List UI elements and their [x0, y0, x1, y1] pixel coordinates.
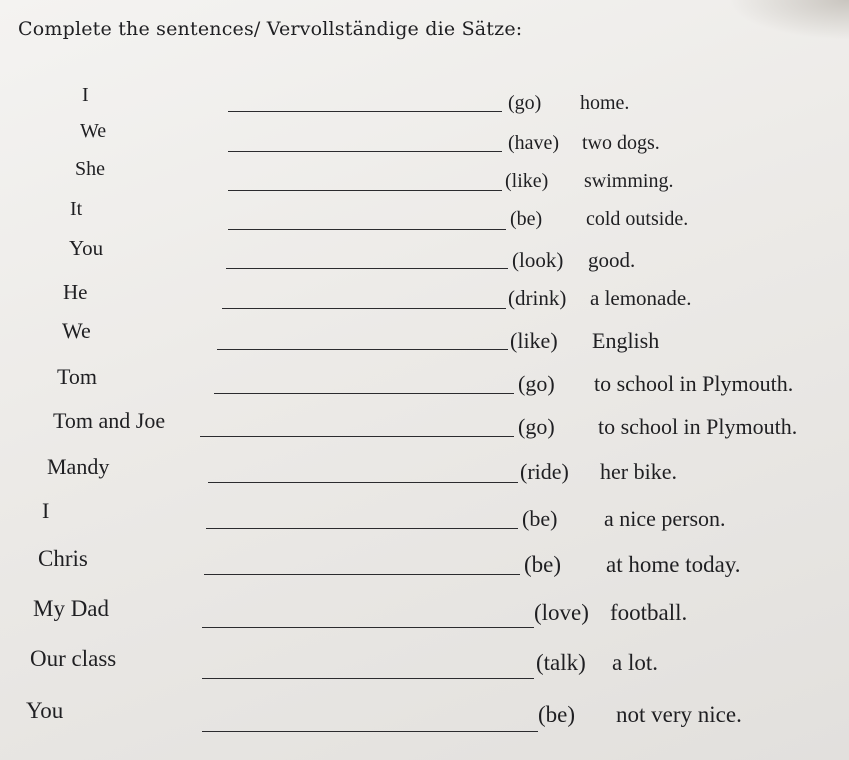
- sentence-ending: good.: [588, 248, 636, 272]
- answer-blank[interactable]: [226, 268, 508, 269]
- page-shadow: [729, 0, 849, 40]
- sentence-ending: two dogs.: [582, 132, 660, 154]
- sentence-subject: We: [80, 120, 107, 142]
- verb-hint: (drink): [508, 286, 567, 310]
- verb-hint: (go): [518, 371, 555, 396]
- sentence-subject: I: [42, 498, 50, 523]
- sentence-ending: to school in Plymouth.: [594, 371, 794, 396]
- sentence-subject: Our class: [30, 646, 117, 671]
- answer-blank[interactable]: [228, 229, 506, 230]
- answer-blank[interactable]: [202, 731, 538, 732]
- verb-hint: (ride): [520, 459, 569, 484]
- verb-hint: (be): [524, 552, 562, 577]
- verb-hint: (look): [512, 248, 564, 272]
- answer-blank[interactable]: [208, 482, 518, 483]
- sentence-ending: cold outside.: [586, 208, 689, 230]
- answer-blank[interactable]: [204, 574, 520, 575]
- sentence-subject: My Dad: [33, 596, 110, 621]
- sentence-subject: Tom: [57, 364, 98, 389]
- sentence-subject: Tom and Joe: [53, 408, 166, 433]
- answer-blank[interactable]: [214, 393, 514, 394]
- sentence-ending: English: [592, 328, 660, 353]
- sentence-subject: He: [63, 280, 88, 304]
- verb-hint: (be): [538, 702, 576, 727]
- answer-blank[interactable]: [228, 190, 502, 191]
- answer-blank[interactable]: [222, 308, 506, 309]
- sentence-ending: a nice person.: [604, 506, 726, 531]
- verb-hint: (talk): [536, 650, 586, 675]
- verb-hint: (like): [505, 170, 549, 192]
- worksheet-title: Complete the sentences/ Vervollständige die Sätze:: [18, 18, 523, 40]
- answer-blank[interactable]: [217, 349, 508, 350]
- verb-hint: (have): [508, 132, 560, 154]
- verb-hint: (go): [518, 414, 555, 439]
- sentence-subject: I: [82, 84, 89, 106]
- sentence-subject: Chris: [38, 546, 88, 571]
- sentence-subject: You: [26, 698, 64, 723]
- verb-hint: (like): [510, 328, 558, 353]
- sentence-subject: Mandy: [47, 454, 110, 479]
- sentence-subject: You: [69, 236, 104, 260]
- sentence-ending: home.: [580, 92, 630, 114]
- answer-blank[interactable]: [200, 436, 514, 437]
- sentence-subject: We: [62, 318, 91, 343]
- sentence-subject: It: [70, 198, 83, 220]
- sentence-ending: to school in Plymouth.: [598, 414, 798, 439]
- sentence-ending: swimming.: [584, 170, 674, 192]
- sentence-ending: football.: [610, 600, 688, 625]
- answer-blank[interactable]: [202, 627, 534, 628]
- answer-blank[interactable]: [206, 528, 518, 529]
- verb-hint: (go): [508, 92, 542, 114]
- verb-hint: (be): [510, 208, 543, 230]
- sentence-ending: a lemonade.: [590, 286, 692, 310]
- answer-blank[interactable]: [202, 678, 534, 679]
- verb-hint: (love): [534, 600, 589, 625]
- sentence-ending: a lot.: [612, 650, 658, 675]
- sentence-ending: not very nice.: [616, 702, 742, 727]
- verb-hint: (be): [522, 506, 558, 531]
- answer-blank[interactable]: [228, 151, 502, 152]
- answer-blank[interactable]: [228, 111, 502, 112]
- sentence-ending: at home today.: [606, 552, 741, 577]
- sentence-subject: She: [75, 158, 105, 180]
- sentence-ending: her bike.: [600, 459, 677, 484]
